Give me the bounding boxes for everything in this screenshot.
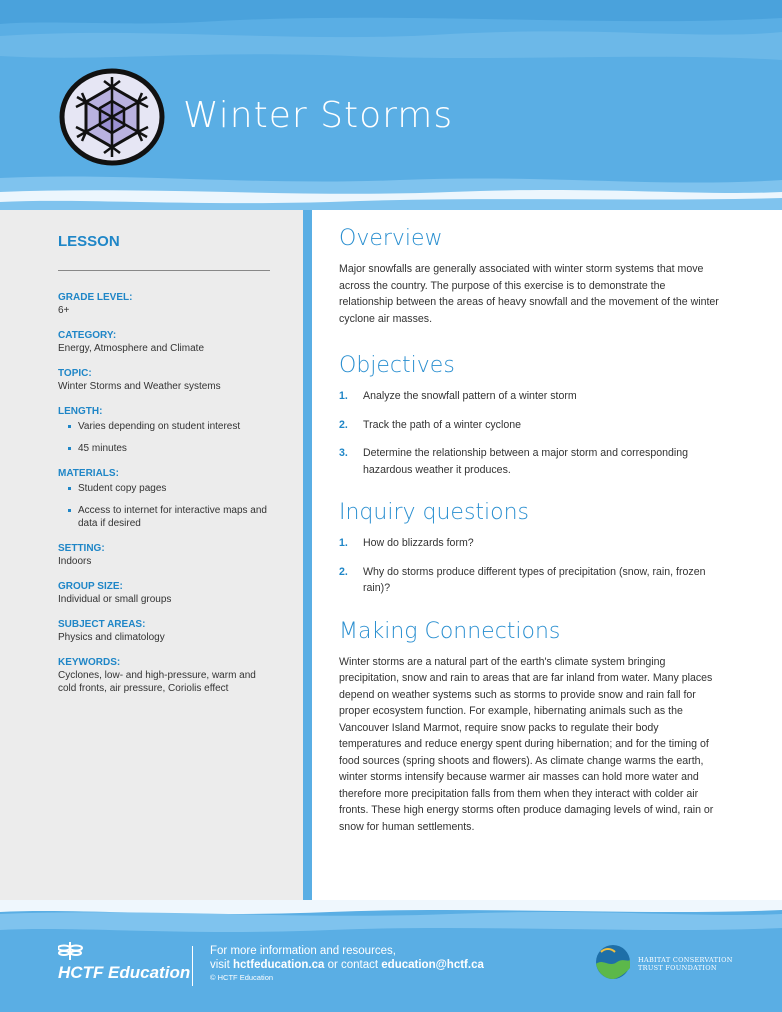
category-value: Energy, Atmosphere and Climate bbox=[58, 343, 205, 354]
list-number: 1. bbox=[339, 390, 348, 402]
partner-logo-icon bbox=[595, 944, 631, 980]
footer-info bbox=[210, 944, 484, 984]
list-item: Varies depending on student interest bbox=[58, 420, 270, 433]
list-item: Student copy pages bbox=[58, 482, 270, 495]
partner-name bbox=[638, 956, 733, 972]
list-text: Why do storms produce different types of precipitation (snow, rain, frozen rain)? bbox=[363, 565, 706, 594]
list-number: 2. bbox=[339, 565, 348, 578]
footer-text: or contact bbox=[324, 959, 382, 971]
setting-label: SETTING: bbox=[58, 543, 105, 554]
keywords-label: KEYWORDS: bbox=[58, 657, 121, 668]
list-item bbox=[339, 535, 721, 552]
group-size-value: Individual or small groups bbox=[58, 594, 172, 605]
grade-level-value: 6+ bbox=[58, 305, 70, 316]
inquiry-title: Inquiry questions bbox=[339, 500, 530, 525]
materials-list bbox=[58, 482, 270, 530]
footer-logo-text: HCTF Education bbox=[58, 963, 191, 982]
footer-contact-line bbox=[210, 958, 484, 972]
partner-name-line: HABITAT CONSERVATION bbox=[638, 956, 733, 964]
grade-level-label: GRADE LEVEL: bbox=[58, 292, 133, 303]
header-band bbox=[0, 0, 782, 210]
list-number: 3. bbox=[339, 447, 348, 459]
length-list bbox=[58, 420, 270, 455]
main-content bbox=[339, 226, 721, 835]
connections-title: Making Connections bbox=[339, 618, 561, 644]
footer-text: visit bbox=[210, 959, 233, 971]
lesson-details bbox=[58, 233, 270, 707]
copyright: © HCTF Education bbox=[210, 973, 274, 982]
list-number: 1. bbox=[339, 537, 348, 549]
length-label: LENGTH: bbox=[58, 406, 103, 417]
partner-name-line: TRUST FOUNDATION bbox=[638, 964, 717, 972]
topic-label: TOPIC: bbox=[58, 368, 92, 379]
list-item bbox=[339, 417, 721, 434]
group-size-label: GROUP SIZE: bbox=[58, 581, 123, 592]
setting-value: Indoors bbox=[58, 556, 92, 567]
list-text: Analyze the snowfall pattern of a winter storm bbox=[363, 390, 577, 402]
overview-title: Overview bbox=[339, 226, 443, 251]
overview-text: Major snowfalls are generally associated with winter storm systems that move across the country. The purpose of this exercise is to demonstrate the relationship between the areas of heavy snowfall and the movement of the winter cyclone air masses. bbox=[339, 263, 719, 325]
keywords-value: Cyclones, low- and high-pressure, warm and cold fronts, air pressure, Coriolis effect bbox=[58, 670, 256, 694]
topic-value: Winter Storms and Weather systems bbox=[58, 381, 221, 392]
lesson-heading: LESSON bbox=[58, 233, 120, 250]
list-item bbox=[339, 564, 721, 597]
email-link[interactable]: education@hctf.ca bbox=[381, 959, 484, 971]
list-number: 2. bbox=[339, 418, 348, 431]
snowflake-icon bbox=[58, 67, 166, 167]
column-divider bbox=[303, 210, 312, 900]
connections-text: Winter storms are a natural part of the earth's climate system bringing precipitation, snow and rain to areas that are far inland from water. Many places depend on weather systems such as storms to provide snow and rain fall for proper ecosystem function. For example, hibernating animals such as the Vancouver Island Marmot, require snow packs to regulate their body temperatures and reduce energy spent during hibernation; and for the timing of food sources (spring shoots and flowers). As climate change warms the earth, winter storms intensify because warmer air masses can hold more water and therefore more precipitation falls from them when they interact with colder air fronts. These high energy storms often produce damaging levels of wind, rain or snow for human settlements. bbox=[339, 655, 714, 833]
list-item: 45 minutes bbox=[58, 442, 270, 455]
list-text: Track the path of a winter cyclone bbox=[363, 418, 522, 431]
divider bbox=[58, 270, 270, 271]
lesson-sidebar bbox=[0, 210, 303, 900]
list-item bbox=[339, 445, 721, 478]
list-item bbox=[339, 388, 721, 405]
inquiry-list bbox=[339, 535, 721, 597]
subject-areas-value: Physics and climatology bbox=[58, 632, 165, 643]
subject-areas-label: SUBJECT AREAS: bbox=[58, 619, 146, 630]
list-text: How do blizzards form? bbox=[363, 537, 474, 549]
objectives-title: Objectives bbox=[339, 353, 455, 378]
materials-label: MATERIALS: bbox=[58, 468, 119, 479]
category-label: CATEGORY: bbox=[58, 330, 117, 341]
list-text: Determine the relationship between a major storm and corresponding hazardous weather it produces. bbox=[363, 447, 689, 476]
list-item: Access to internet for interactive maps and data if desired bbox=[58, 504, 270, 530]
footer-info-line: For more information and resources, bbox=[210, 945, 396, 957]
page-title: Winter Storms bbox=[183, 95, 454, 136]
divider bbox=[192, 946, 193, 986]
website-link[interactable]: hctfeducation.ca bbox=[233, 959, 325, 971]
objectives-list bbox=[339, 388, 721, 478]
